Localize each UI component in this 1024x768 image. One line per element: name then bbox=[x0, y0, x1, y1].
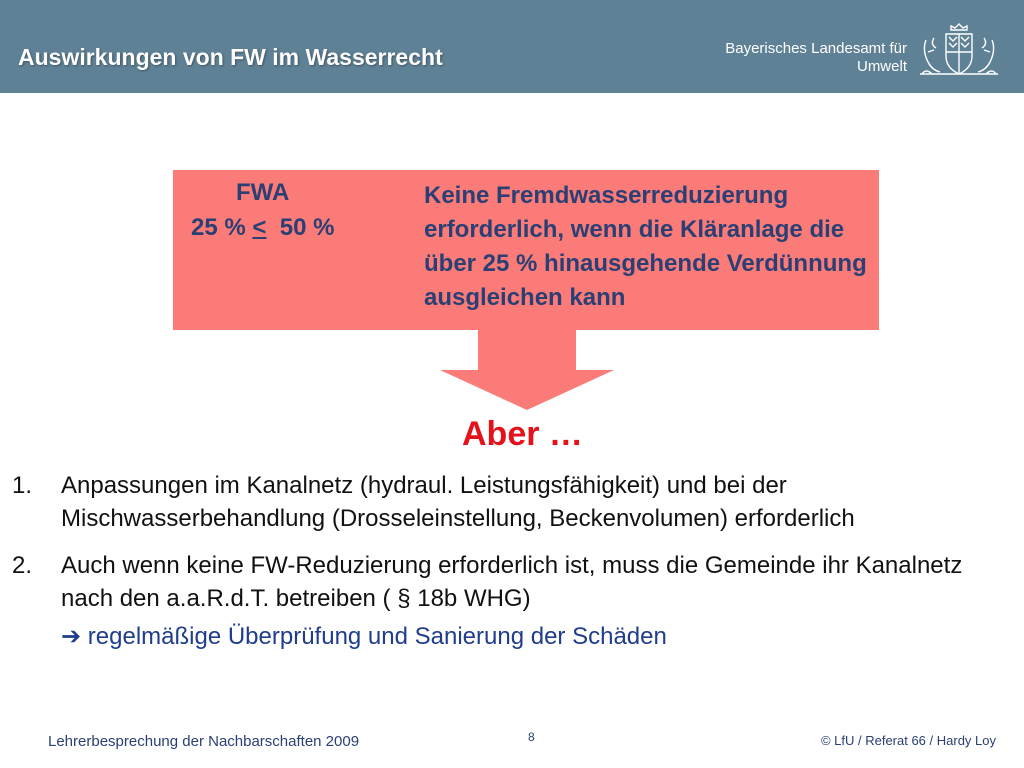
down-arrow-icon bbox=[440, 330, 614, 410]
page-number: 8 bbox=[528, 730, 535, 744]
fwa-range bbox=[191, 214, 334, 242]
organization-name-line1: Bayerisches Landesamt für bbox=[725, 40, 907, 57]
conclusion-text: regelmäßige Überprüfung und Sanierung der Schäden bbox=[87, 623, 667, 650]
slide-title: Auswirkungen von FW im Wasserrecht bbox=[18, 44, 443, 70]
right-arrow-icon: ➔ bbox=[61, 623, 82, 650]
organization-name bbox=[725, 40, 907, 76]
organization-name-line2: Umwelt bbox=[856, 58, 907, 75]
footer-copyright: © LfU / Referat 66 / Hardy Loy bbox=[820, 733, 996, 748]
list-item-text: Anpassungen im Kanalnetz (hydraul. Leistungsfähigkeit) und bei der Mischwasserbehandlung (Drosseleinstellung, Beckenvolumen) erforderlich bbox=[61, 472, 855, 532]
aber-heading: Aber … bbox=[462, 415, 583, 453]
fwa-range-end: 50 % bbox=[266, 214, 335, 241]
fwa-description: Keine Fremdwasserreduzierung erforderlich, wenn die Kläranlage die über 25 % hinausgehende Verdünnung ausgleichen kann bbox=[424, 182, 867, 311]
fwa-range-start: 25 % bbox=[191, 214, 253, 241]
list-item-number: 1. bbox=[12, 472, 33, 499]
slide-header bbox=[0, 0, 1024, 93]
list-item-number: 2. bbox=[12, 552, 33, 579]
fwa-label: FWA bbox=[236, 179, 290, 206]
list-item-text: Auch wenn keine FW-Reduzierung erforderlich ist, muss die Gemeinde ihr Kanalnetz nach den a.a.R.d.T. betreiben ( § 18b WHG) bbox=[61, 552, 963, 612]
footer-event: Lehrerbesprechung der Nachbarschaften 2009 bbox=[48, 733, 360, 750]
bavarian-coat-of-arms-icon bbox=[918, 22, 1000, 78]
conclusion-line bbox=[61, 622, 667, 651]
fwa-range-operator: < bbox=[252, 214, 267, 241]
